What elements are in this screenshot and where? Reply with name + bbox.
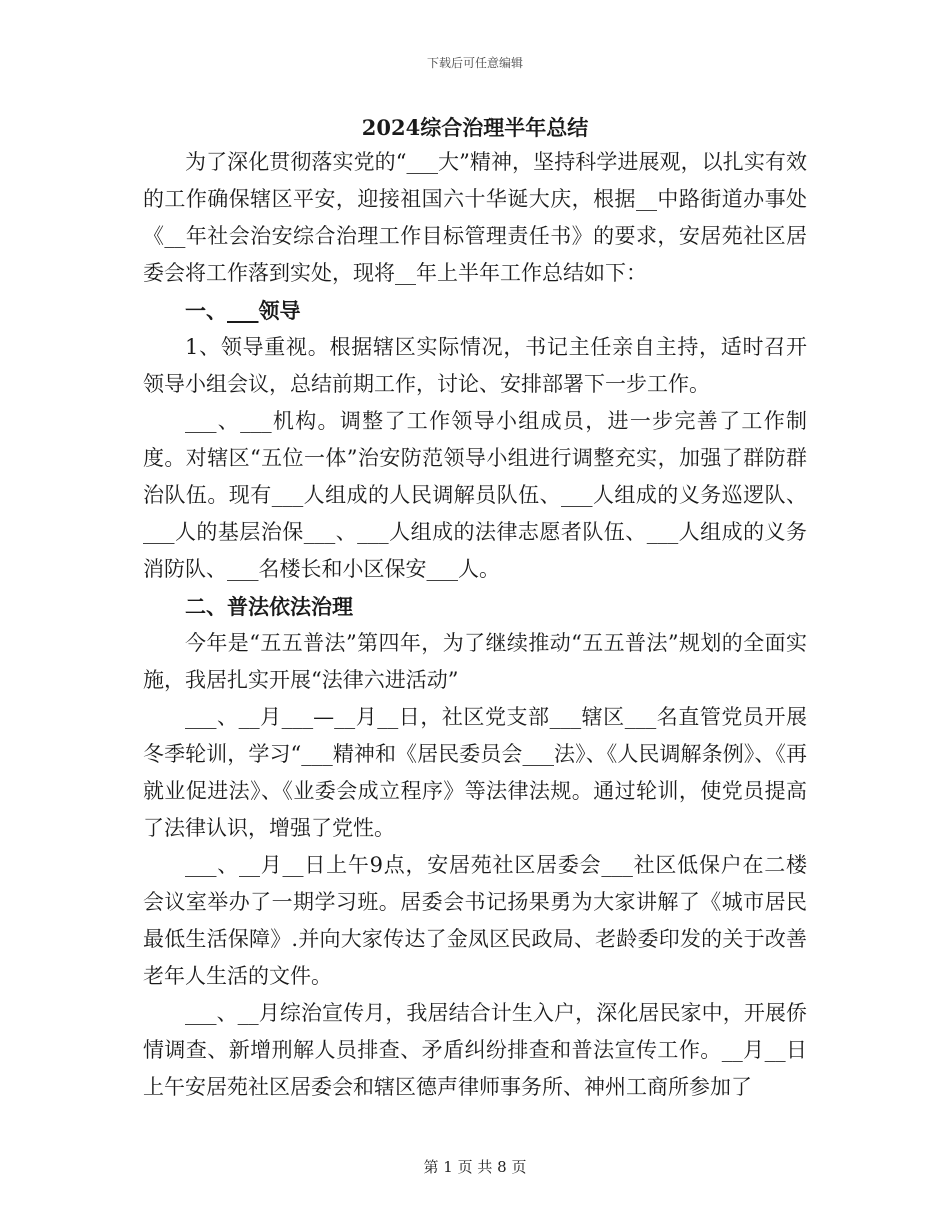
document-body	[143, 112, 807, 1106]
page-number: 第 1 页 共 8 页	[423, 1158, 527, 1176]
paragraph: ___、___机构。调整了工作领导小组成员，进一步完善了工作制度。对辖区“五位一体”治安防范领导小组进行调整充实，加强了群防群治队伍。现有___人组成的人民调解员队伍、___人组成的义务巡逻队、___人的基层治保___、___人组成的法律志愿者队伍、___人组成的义务消防队、___名楼长和小区保安___人。	[143, 409, 807, 581]
section-heading-leadership: 一、___领导	[185, 298, 301, 323]
paragraph: 今年是“五五普法”第四年，为了继续推动“五五普法”规划的全面实施，我居扎实开展“法律六进活动”	[143, 631, 807, 692]
page-header-note: 下载后可任意编辑	[426, 56, 523, 70]
document-title: 2024综合治理半年总结	[361, 115, 589, 140]
paragraph: ___、__月__日上午9点，安居苑社区居委会___社区低保户在二楼会议室举办了一期学习班。居委会书记扬果勇为大家讲解了《城市居民最低生活保障》.并向大家传达了金凤区民政局、老龄委印发的关于改善老年人生活的文件。	[143, 853, 807, 988]
paragraph: ___、__月综治宣传月，我居结合计生入户，深化居民家中，开展侨情调查、新增刑解人员排查、矛盾纠纷排查和普法宣传工作。__月__日上午安居苑社区居委会和辖区德声律师事务所、神州工商所参加了	[143, 1001, 807, 1099]
intro-paragraph: 为了深化贯彻落实党的“___大”精神，坚持科学进展观，以扎实有效的工作确保辖区平安，迎接祖国六十华诞大庆，根据__中路街道办事处《__年社会治安综合治理工作目标管理责任书》的要求，安居苑社区居委会将工作落到实处，现将__年上半年工作总结如下：	[143, 150, 807, 285]
section-heading-law: 二、普法依法治理	[185, 594, 353, 619]
paragraph: 1、领导重视。根据辖区实际情况，书记主任亲自主持，适时召开领导小组会议，总结前期工作，讨论、安排部署下一步工作。	[143, 335, 807, 396]
paragraph: ___、__月___—__月__日，社区党支部___辖区___名直管党员开展冬季轮训，学习“___精神和《居民委员会___法》、《人民调解条例》、《再就业促进法》、《业委会成立程序》等法律法规。通过轮训，使党员提高了法律认识，增强了党性。	[143, 705, 807, 840]
